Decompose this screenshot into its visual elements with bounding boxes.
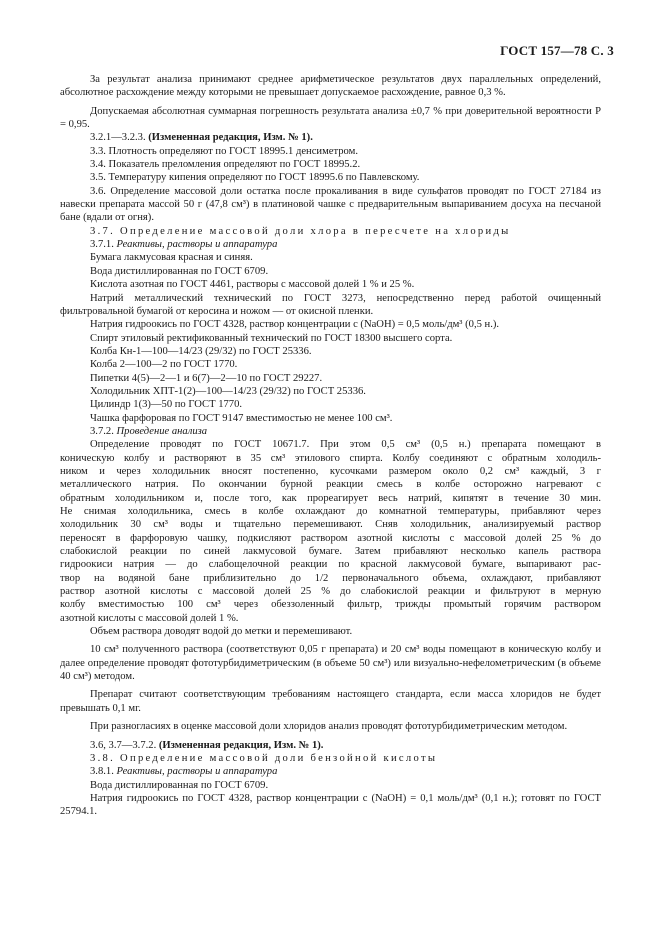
amendment-note: (Измененная редакция, Изм. № 1). [158, 739, 324, 751]
paragraph: Вода дистиллированная по ГОСТ 6709. [90, 265, 269, 277]
text-line: металлического натрия. По окончании бурной реакции смесь в колбе осторожно нагревают с [60, 479, 601, 491]
paragraph: Цилиндр 1(3)—50 по ГОСТ 1770. [90, 399, 243, 411]
paragraph: Объем раствора доводят водой до метки и перемешивают. [90, 626, 353, 638]
paragraph: За результат анализа принимают среднее арифметическое результатов двух параллельных определений, абсолютное расхождение между которыми не превышает допускаемое расхождение, равное 0,3 %. [60, 74, 601, 99]
paragraph [60, 238, 601, 251]
amendment-note: (Измененная редакция, Изм. № 1). [148, 132, 313, 144]
paragraph: Колба Кн-1—100—14/23 (29/32) по ГОСТ 25336. [90, 345, 312, 357]
paragraph: Бумага лакмусовая красная и синяя. [90, 252, 253, 264]
text-line: слабокислой реакции по синей лакмусовой бумаге. Затем прибавляют несколько капель раствора [60, 546, 601, 558]
paragraph [60, 765, 601, 778]
text-line: холодильник 30 см³ воды и тщательно перемешивают. Сняв холодильник, анализируемый раствор [60, 519, 601, 531]
subsection-title: Проведение анализа [116, 425, 208, 437]
text-line: раствор азотной кислоты с массовой долей 25 % до слабокислой реакции и фильтруют в мерную [60, 586, 601, 598]
section-heading: 3.7. Определение массовой доли хлора в пересчете на хлориды [90, 225, 511, 237]
paragraph: Препарат считают соответствующим требованиям настоящего стандарта, если масса хлоридов не будет превышать 0,1 мг. [60, 689, 601, 714]
text-line: колбу вместимостью 100 см³ через обеззоленный фильтр, трижды промытый горячим раствором [60, 599, 601, 611]
paragraph: Холодильник ХПТ-1(2)—100—14/23 (29/32) по ГОСТ 25336. [90, 385, 366, 397]
paragraph: Спирт этиловый ректификованный технический по ГОСТ 18300 высшего сорта. [90, 332, 453, 344]
analysis-paragraph [60, 438, 601, 625]
paragraph: 3.6. Определение массовой доли остатка после прокаливания в виде сульфатов проводят по ГОСТ 27184 из навески препарата массой 50 г (47,8 см³) в платиновой чашке с предварительным выпариванием досуха на песчаной бане (вдали от огня). [60, 185, 601, 224]
section-number: 3.7.1. [90, 239, 114, 251]
paragraph: Натрия гидроокись по ГОСТ 4328, раствор концентрации c (NaOH) = 0,1 моль/дм³ (0,1 н.); готовят по ГОСТ 25794.1. [60, 792, 601, 818]
text-line: ником и через холодильник вносят постепенно, кусочками размером около 0,2 см³ каждый, 3 г [60, 465, 601, 477]
paragraph: Допускаемая абсолютная суммарная погрешность результата анализа ±0,7 % при доверительной вероятности P = 0,95. [60, 105, 601, 131]
section-number: 3.6, 3.7—3.7.2. [90, 739, 157, 751]
section-heading: 3.8. Определение массовой доли бензойной кислоты [90, 752, 438, 764]
paragraph: При разногласиях в оценке массовой доли хлоридов анализ проводят фототурбидиметрическим методом. [90, 721, 568, 733]
paragraph [60, 131, 601, 144]
text-line: коническую колбу и растворяют в 35 см³ этилового спирта. Колбу соединяют с обратным холодиль- [60, 452, 601, 464]
section-number: 3.7.2. [90, 425, 114, 437]
paragraph: Вода дистиллированная по ГОСТ 6709. [90, 779, 269, 791]
paragraph: Чашка фарфоровая по ГОСТ 9147 вместимостью не менее 100 см³. [90, 412, 393, 424]
paragraph: Натрия гидроокись по ГОСТ 4328, раствор концентрации c (NaOH) = 0,5 моль/дм³ (0,5 н.). [90, 319, 500, 331]
text-line: обратным холодильником и, после того, как прореагирует весь натрий, кипятят в течение 30 мин. [60, 492, 601, 504]
paragraph: Колба 2—100—2 по ГОСТ 1770. [90, 359, 238, 371]
paragraph [60, 739, 601, 752]
text-line: гидроокиси натрия — до слабощелочной реакции по красной лакмусовой бумаге, выпаривают рас- [60, 559, 601, 571]
paragraph: 3.3. Плотность определяют по ГОСТ 18995.1 денсиметром. [90, 145, 358, 157]
subsection-title: Реактивы, растворы и аппаратура [116, 239, 278, 251]
subsection-title: Реактивы, растворы и аппаратура [116, 766, 278, 778]
text-line: Не снимая холодильника, смесь в колбе охлаждают до комнатной температуры, прибавляют через [60, 506, 601, 517]
document-body [60, 73, 601, 819]
paragraph: 10 см³ полученного раствора (соответствуют 0,05 г препарата) и 20 см³ воды помещают в коническую колбу и далее определение проводят фототурбидиметрическим (в объеме 50 см³) или визуально-нефелометрическим (в объеме 40 см³) методом. [60, 644, 601, 683]
text-line: твор на водяной бане приблизительно до 1/2 первоначального объема, охлаждают, прибавляют [60, 572, 601, 584]
paragraph [60, 425, 601, 438]
section-number: 3.2.1—3.2.3. [90, 132, 146, 144]
text-line: переносят в фарфоровую чашку, подкисляют раствором азотной кислоты с массовой долей 25 % до [60, 532, 601, 544]
text-line: Определение проводят по ГОСТ 10671.7. При этом 0,5 см³ (0,5 н.) препарата помещают в [90, 439, 601, 451]
text-line: азотной кислоты с массовой долей 1 %. [60, 612, 239, 624]
paragraph: Натрий металлический технический по ГОСТ 3273, непосредственно перед работой очищенный фильтровальной бумагой от керосина и ножом — от окисной пленки. [60, 292, 601, 317]
paragraph: 3.4. Показатель преломления определяют по ГОСТ 18995.2. [90, 159, 361, 171]
paragraph: 3.5. Температуру кипения определяют по ГОСТ 18995.6 по Павлевскому. [90, 172, 420, 184]
paragraph: Пипетки 4(5)—2—1 и 6(7)—2—10 по ГОСТ 29227. [90, 372, 323, 384]
section-number: 3.8.1. [90, 766, 114, 778]
paragraph: Кислота азотная по ГОСТ 4461, растворы с массовой долей 1 % и 25 %. [90, 279, 415, 291]
page-header: ГОСТ 157—78 С. 3 [500, 43, 614, 58]
